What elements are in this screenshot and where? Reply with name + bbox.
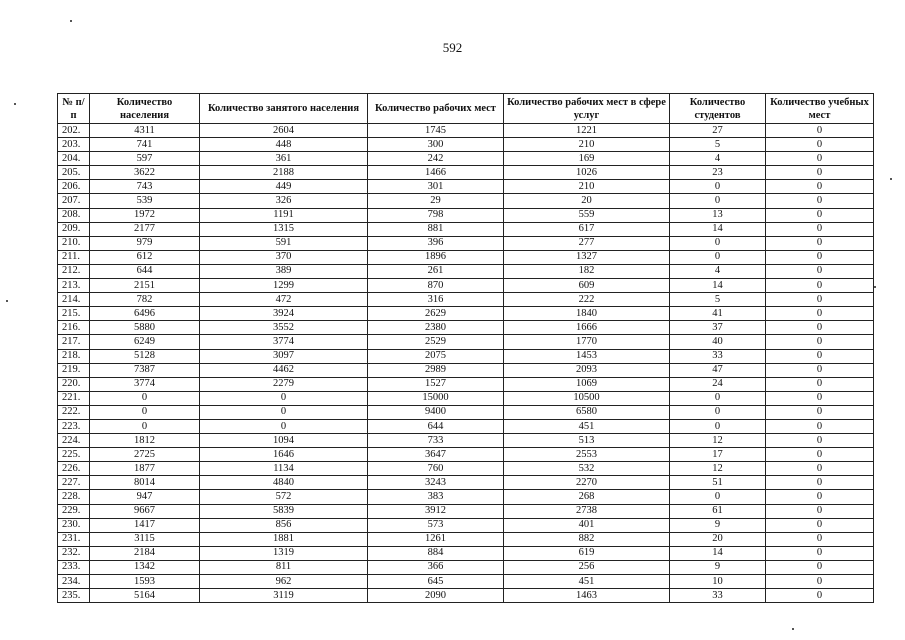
- population-cell: 2184: [90, 546, 200, 560]
- students-cell: 4: [670, 152, 766, 166]
- students-cell: 13: [670, 208, 766, 222]
- service-workplaces-cell: 559: [504, 208, 670, 222]
- row-number-cell: 215.: [58, 307, 90, 321]
- study-places-cell: 0: [766, 124, 874, 138]
- population-cell: 5128: [90, 349, 200, 363]
- students-cell: 0: [670, 419, 766, 433]
- study-places-cell: 0: [766, 307, 874, 321]
- workplaces-cell: 881: [368, 222, 504, 236]
- service-workplaces-cell: 401: [504, 518, 670, 532]
- table-row: [58, 293, 874, 307]
- row-number-cell: 224.: [58, 434, 90, 448]
- service-workplaces-cell: 1026: [504, 166, 670, 180]
- employed-cell: 449: [200, 180, 368, 194]
- service-workplaces-cell: 222: [504, 293, 670, 307]
- scan-speck: [6, 300, 8, 302]
- population-cell: 1812: [90, 434, 200, 448]
- data-table: [57, 93, 874, 603]
- service-workplaces-cell: 1453: [504, 349, 670, 363]
- service-workplaces-cell: 10500: [504, 391, 670, 405]
- scan-speck: [70, 20, 72, 22]
- employed-cell: 4840: [200, 476, 368, 490]
- employed-cell: 472: [200, 293, 368, 307]
- workplaces-cell: 884: [368, 546, 504, 560]
- study-places-cell: 0: [766, 335, 874, 349]
- employed-cell: 2279: [200, 377, 368, 391]
- study-places-cell: 0: [766, 377, 874, 391]
- population-cell: 5880: [90, 321, 200, 335]
- scan-speck: [874, 286, 876, 288]
- service-workplaces-cell: 256: [504, 560, 670, 574]
- employed-cell: 591: [200, 236, 368, 250]
- row-number-cell: 235.: [58, 589, 90, 603]
- study-places-cell: 0: [766, 434, 874, 448]
- header-cell-students: Количество студентов: [670, 94, 766, 124]
- workplaces-cell: 2529: [368, 335, 504, 349]
- study-places-cell: 0: [766, 462, 874, 476]
- row-number-cell: 227.: [58, 476, 90, 490]
- table-row: [58, 575, 874, 589]
- population-cell: 7387: [90, 363, 200, 377]
- table-row: [58, 279, 874, 293]
- row-number-cell: 233.: [58, 560, 90, 574]
- population-cell: 1972: [90, 208, 200, 222]
- row-number-cell: 202.: [58, 124, 90, 138]
- table-row: [58, 377, 874, 391]
- employed-cell: 1299: [200, 279, 368, 293]
- table-row: [58, 194, 874, 208]
- employed-cell: 5839: [200, 504, 368, 518]
- employed-cell: 3552: [200, 321, 368, 335]
- service-workplaces-cell: 169: [504, 152, 670, 166]
- students-cell: 5: [670, 293, 766, 307]
- employed-cell: 0: [200, 419, 368, 433]
- study-places-cell: 0: [766, 194, 874, 208]
- workplaces-cell: 316: [368, 293, 504, 307]
- service-workplaces-cell: 609: [504, 279, 670, 293]
- workplaces-cell: 29: [368, 194, 504, 208]
- row-number-cell: 209.: [58, 222, 90, 236]
- population-cell: 539: [90, 194, 200, 208]
- population-cell: 2725: [90, 448, 200, 462]
- study-places-cell: 0: [766, 222, 874, 236]
- row-number-cell: 210.: [58, 236, 90, 250]
- students-cell: 9: [670, 518, 766, 532]
- row-number-cell: 234.: [58, 575, 90, 589]
- students-cell: 24: [670, 377, 766, 391]
- table-row: [58, 152, 874, 166]
- students-cell: 40: [670, 335, 766, 349]
- students-cell: 41: [670, 307, 766, 321]
- workplaces-cell: 2629: [368, 307, 504, 321]
- table-row: [58, 560, 874, 574]
- employed-cell: 572: [200, 490, 368, 504]
- workplaces-cell: 242: [368, 152, 504, 166]
- workplaces-cell: 366: [368, 560, 504, 574]
- students-cell: 14: [670, 279, 766, 293]
- row-number-cell: 221.: [58, 391, 90, 405]
- students-cell: 33: [670, 589, 766, 603]
- workplaces-cell: 300: [368, 138, 504, 152]
- population-cell: 612: [90, 250, 200, 264]
- workplaces-cell: 1261: [368, 532, 504, 546]
- population-cell: 597: [90, 152, 200, 166]
- workplaces-cell: 733: [368, 434, 504, 448]
- row-number-cell: 203.: [58, 138, 90, 152]
- scan-speck: [890, 178, 892, 180]
- study-places-cell: 0: [766, 293, 874, 307]
- population-cell: 6496: [90, 307, 200, 321]
- row-number-cell: 212.: [58, 264, 90, 278]
- table-row: [58, 321, 874, 335]
- population-cell: 979: [90, 236, 200, 250]
- service-workplaces-cell: 451: [504, 575, 670, 589]
- employed-cell: 1315: [200, 222, 368, 236]
- employed-cell: 856: [200, 518, 368, 532]
- population-cell: 3622: [90, 166, 200, 180]
- row-number-cell: 225.: [58, 448, 90, 462]
- table-row: [58, 236, 874, 250]
- table-row: [58, 363, 874, 377]
- workplaces-cell: 870: [368, 279, 504, 293]
- students-cell: 51: [670, 476, 766, 490]
- service-workplaces-cell: 277: [504, 236, 670, 250]
- table-row: [58, 476, 874, 490]
- row-number-cell: 220.: [58, 377, 90, 391]
- workplaces-cell: 9400: [368, 405, 504, 419]
- population-cell: 9667: [90, 504, 200, 518]
- service-workplaces-cell: 268: [504, 490, 670, 504]
- population-cell: 782: [90, 293, 200, 307]
- workplaces-cell: 15000: [368, 391, 504, 405]
- row-number-cell: 226.: [58, 462, 90, 476]
- students-cell: 0: [670, 194, 766, 208]
- employed-cell: 1646: [200, 448, 368, 462]
- service-workplaces-cell: 210: [504, 180, 670, 194]
- population-cell: 0: [90, 391, 200, 405]
- table-row: [58, 546, 874, 560]
- students-cell: 17: [670, 448, 766, 462]
- population-cell: 947: [90, 490, 200, 504]
- students-cell: 12: [670, 462, 766, 476]
- workplaces-cell: 3912: [368, 504, 504, 518]
- employed-cell: 1191: [200, 208, 368, 222]
- study-places-cell: 0: [766, 589, 874, 603]
- employed-cell: 326: [200, 194, 368, 208]
- table-row: [58, 490, 874, 504]
- employed-cell: 2188: [200, 166, 368, 180]
- study-places-cell: 0: [766, 419, 874, 433]
- row-number-cell: 217.: [58, 335, 90, 349]
- service-workplaces-cell: 182: [504, 264, 670, 278]
- table-body: [58, 124, 874, 603]
- page-number: 592: [442, 40, 463, 55]
- service-workplaces-cell: 1666: [504, 321, 670, 335]
- row-number-cell: 216.: [58, 321, 90, 335]
- workplaces-cell: 383: [368, 490, 504, 504]
- study-places-cell: 0: [766, 152, 874, 166]
- employed-cell: 3924: [200, 307, 368, 321]
- employed-cell: 3119: [200, 589, 368, 603]
- header-row: [58, 94, 874, 124]
- workplaces-cell: 2090: [368, 589, 504, 603]
- service-workplaces-cell: 451: [504, 419, 670, 433]
- workplaces-cell: 1896: [368, 250, 504, 264]
- workplaces-cell: 2380: [368, 321, 504, 335]
- employed-cell: 962: [200, 575, 368, 589]
- scan-speck: [792, 628, 794, 630]
- row-number-cell: 232.: [58, 546, 90, 560]
- study-places-cell: 0: [766, 575, 874, 589]
- table-row: [58, 138, 874, 152]
- study-places-cell: 0: [766, 349, 874, 363]
- students-cell: 14: [670, 546, 766, 560]
- table-row: [58, 250, 874, 264]
- study-places-cell: 0: [766, 250, 874, 264]
- students-cell: 0: [670, 391, 766, 405]
- population-cell: 1342: [90, 560, 200, 574]
- population-cell: 1593: [90, 575, 200, 589]
- row-number-cell: 218.: [58, 349, 90, 363]
- study-places-cell: 0: [766, 476, 874, 490]
- population-cell: 3774: [90, 377, 200, 391]
- employed-cell: 370: [200, 250, 368, 264]
- students-cell: 0: [670, 236, 766, 250]
- students-cell: 27: [670, 124, 766, 138]
- scan-speck: [14, 103, 16, 105]
- employed-cell: 4462: [200, 363, 368, 377]
- workplaces-cell: 396: [368, 236, 504, 250]
- employed-cell: 1881: [200, 532, 368, 546]
- workplaces-cell: 645: [368, 575, 504, 589]
- service-workplaces-cell: 2738: [504, 504, 670, 518]
- students-cell: 37: [670, 321, 766, 335]
- study-places-cell: 0: [766, 180, 874, 194]
- study-places-cell: 0: [766, 363, 874, 377]
- service-workplaces-cell: 532: [504, 462, 670, 476]
- service-workplaces-cell: 6580: [504, 405, 670, 419]
- row-number-cell: 222.: [58, 405, 90, 419]
- population-cell: 6249: [90, 335, 200, 349]
- service-workplaces-cell: 1327: [504, 250, 670, 264]
- students-cell: 0: [670, 250, 766, 264]
- students-cell: 10: [670, 575, 766, 589]
- study-places-cell: 0: [766, 546, 874, 560]
- row-number-cell: 219.: [58, 363, 90, 377]
- service-workplaces-cell: 617: [504, 222, 670, 236]
- row-number-cell: 207.: [58, 194, 90, 208]
- students-cell: 33: [670, 349, 766, 363]
- students-cell: 14: [670, 222, 766, 236]
- employed-cell: 0: [200, 405, 368, 419]
- study-places-cell: 0: [766, 138, 874, 152]
- study-places-cell: 0: [766, 518, 874, 532]
- service-workplaces-cell: 1463: [504, 589, 670, 603]
- study-places-cell: 0: [766, 208, 874, 222]
- study-places-cell: 0: [766, 236, 874, 250]
- service-workplaces-cell: 882: [504, 532, 670, 546]
- service-workplaces-cell: 1221: [504, 124, 670, 138]
- table-row: [58, 180, 874, 194]
- table-row: [58, 419, 874, 433]
- workplaces-cell: 760: [368, 462, 504, 476]
- employed-cell: 3097: [200, 349, 368, 363]
- row-number-cell: 214.: [58, 293, 90, 307]
- table-row: [58, 518, 874, 532]
- study-places-cell: 0: [766, 490, 874, 504]
- study-places-cell: 0: [766, 405, 874, 419]
- study-places-cell: 0: [766, 279, 874, 293]
- students-cell: 61: [670, 504, 766, 518]
- employed-cell: 3774: [200, 335, 368, 349]
- employed-cell: 389: [200, 264, 368, 278]
- table-row: [58, 448, 874, 462]
- study-places-cell: 0: [766, 264, 874, 278]
- table-row: [58, 434, 874, 448]
- row-number-cell: 208.: [58, 208, 90, 222]
- workplaces-cell: 573: [368, 518, 504, 532]
- students-cell: 47: [670, 363, 766, 377]
- study-places-cell: 0: [766, 321, 874, 335]
- table-row: [58, 335, 874, 349]
- employed-cell: 2604: [200, 124, 368, 138]
- row-number-cell: 204.: [58, 152, 90, 166]
- workplaces-cell: 2989: [368, 363, 504, 377]
- population-cell: 5164: [90, 589, 200, 603]
- study-places-cell: 0: [766, 532, 874, 546]
- table-row: [58, 264, 874, 278]
- employed-cell: 1094: [200, 434, 368, 448]
- service-workplaces-cell: 2553: [504, 448, 670, 462]
- study-places-cell: 0: [766, 448, 874, 462]
- service-workplaces-cell: 1069: [504, 377, 670, 391]
- service-workplaces-cell: 2093: [504, 363, 670, 377]
- row-number-cell: 231.: [58, 532, 90, 546]
- population-cell: 743: [90, 180, 200, 194]
- workplaces-cell: 1745: [368, 124, 504, 138]
- table-row: [58, 462, 874, 476]
- population-cell: 0: [90, 419, 200, 433]
- table-row: [58, 222, 874, 236]
- service-workplaces-cell: 619: [504, 546, 670, 560]
- employed-cell: 0: [200, 391, 368, 405]
- students-cell: 5: [670, 138, 766, 152]
- workplaces-cell: 1527: [368, 377, 504, 391]
- students-cell: 0: [670, 180, 766, 194]
- students-cell: 12: [670, 434, 766, 448]
- employed-cell: 361: [200, 152, 368, 166]
- table-row: [58, 124, 874, 138]
- population-cell: 0: [90, 405, 200, 419]
- table-row: [58, 208, 874, 222]
- population-cell: 2177: [90, 222, 200, 236]
- table-row: [58, 589, 874, 603]
- employed-cell: 448: [200, 138, 368, 152]
- workplaces-cell: 2075: [368, 349, 504, 363]
- population-cell: 741: [90, 138, 200, 152]
- population-cell: 8014: [90, 476, 200, 490]
- population-cell: 1877: [90, 462, 200, 476]
- workplaces-cell: 3243: [368, 476, 504, 490]
- table-row: [58, 405, 874, 419]
- row-number-cell: 213.: [58, 279, 90, 293]
- row-number-cell: 211.: [58, 250, 90, 264]
- header-cell-population: Количество населения: [90, 94, 200, 124]
- students-cell: 9: [670, 560, 766, 574]
- population-cell: 3115: [90, 532, 200, 546]
- population-cell: 4311: [90, 124, 200, 138]
- students-cell: 20: [670, 532, 766, 546]
- service-workplaces-cell: 1840: [504, 307, 670, 321]
- header-cell-number: № п/п: [58, 94, 90, 124]
- service-workplaces-cell: 1770: [504, 335, 670, 349]
- workplaces-cell: 301: [368, 180, 504, 194]
- population-cell: 644: [90, 264, 200, 278]
- study-places-cell: 0: [766, 391, 874, 405]
- table-row: [58, 504, 874, 518]
- header-cell-workplaces: Количество рабочих мест: [368, 94, 504, 124]
- students-cell: 23: [670, 166, 766, 180]
- table-row: [58, 391, 874, 405]
- population-cell: 2151: [90, 279, 200, 293]
- row-number-cell: 206.: [58, 180, 90, 194]
- study-places-cell: 0: [766, 560, 874, 574]
- row-number-cell: 229.: [58, 504, 90, 518]
- service-workplaces-cell: 513: [504, 434, 670, 448]
- row-number-cell: 223.: [58, 419, 90, 433]
- workplaces-cell: 798: [368, 208, 504, 222]
- employed-cell: 1134: [200, 462, 368, 476]
- header-cell-study-places: Количество учебных мест: [766, 94, 874, 124]
- header-cell-service-workplaces: Количество рабочих мест в сфере услуг: [504, 94, 670, 124]
- students-cell: 0: [670, 405, 766, 419]
- table-row: [58, 307, 874, 321]
- header-cell-employed: Количество занятого населения: [200, 94, 368, 124]
- table-row: [58, 532, 874, 546]
- students-cell: 4: [670, 264, 766, 278]
- population-cell: 1417: [90, 518, 200, 532]
- workplaces-cell: 644: [368, 419, 504, 433]
- employed-cell: 1319: [200, 546, 368, 560]
- study-places-cell: 0: [766, 504, 874, 518]
- workplaces-cell: 3647: [368, 448, 504, 462]
- service-workplaces-cell: 210: [504, 138, 670, 152]
- workplaces-cell: 261: [368, 264, 504, 278]
- row-number-cell: 228.: [58, 490, 90, 504]
- employed-cell: 811: [200, 560, 368, 574]
- workplaces-cell: 1466: [368, 166, 504, 180]
- row-number-cell: 230.: [58, 518, 90, 532]
- table-row: [58, 166, 874, 180]
- students-cell: 0: [670, 490, 766, 504]
- row-number-cell: 205.: [58, 166, 90, 180]
- service-workplaces-cell: 20: [504, 194, 670, 208]
- table-row: [58, 349, 874, 363]
- service-workplaces-cell: 2270: [504, 476, 670, 490]
- study-places-cell: 0: [766, 166, 874, 180]
